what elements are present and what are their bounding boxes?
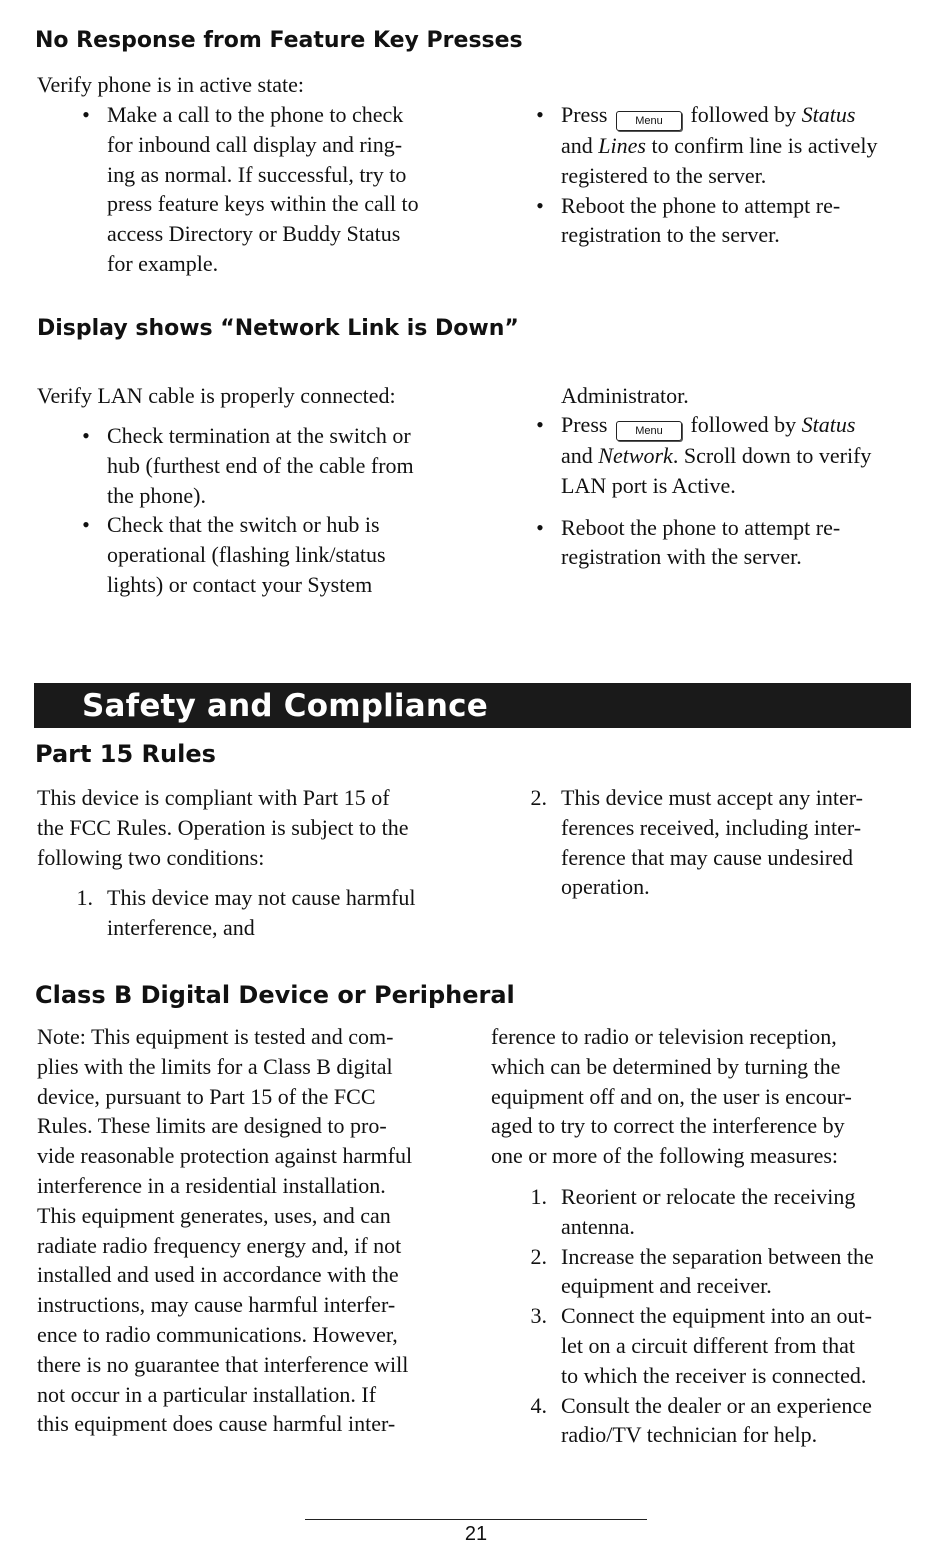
feature-keys-intro: Verify phone is in active state: (37, 72, 304, 97)
list-item: • Press Menu followed by Status and Network. Scroll down to verify LAN port is Active. (536, 412, 872, 498)
footer-rule (305, 1519, 647, 1520)
heading-network-link: Display shows “Network Link is Down” (37, 316, 519, 341)
menu-key-icon: Menu (616, 111, 682, 131)
list-item: • Reboot the phone to attempt re- registration with the server. (536, 514, 841, 570)
network-link-left-list (37, 421, 477, 600)
part15-right-list (491, 783, 931, 902)
list-item: 2. Increase the separation between the equipment and receiver. (530, 1243, 874, 1299)
network-link-right-continuation: Administrator. (561, 383, 689, 408)
class-b-left-paragraph: Note: This equipment is tested and com- plies with the limits for a Class B digital device, pursuant to Part 15 of the FCC Rules. These limits are designed to pro- vide reasonable protection against harmful interference in a residential installation. This equipment generates, uses, and can radiate radio frequency energy and, if not installed and used in accordance with the instructions, may cause harmful interfer- ence to radio communications. However, there is no guarantee that interference will not occur in a particular installation. If this equipment does cause harmful inter- (37, 1024, 413, 1437)
list-item: 2. This device must accept any inter- ferences received, including inter- ference that may cause undesired operation. (530, 785, 863, 900)
part15-left-list (37, 883, 477, 943)
feature-keys-right-list (491, 100, 931, 250)
heading-class-b: Class B Digital Device or Peripheral (35, 981, 515, 1009)
class-b-right-paragraph: ference to radio or television reception, which can be determined by turning the equipment off and on, the user is encour- aged to try to correct the interference by one or more of the following measures: (491, 1024, 852, 1169)
list-item: 3. Connect the equipment into an out- let on a circuit different from that to which the receiver is connected. (530, 1303, 872, 1388)
list-item: 1. Reorient or relocate the receiving antenna. (530, 1184, 856, 1239)
menu-key-icon: Menu (616, 421, 682, 441)
feature-keys-left-list (37, 100, 477, 279)
list-item: • Make a call to the phone to check for inbound call display and ring- ing as normal. If successful, try to press feature keys within the call to access Directory or Buddy Status for example. (82, 102, 419, 276)
heading-feature-keys: No Response from Feature Key Presses (35, 28, 523, 53)
page-number: 21 (464, 1523, 488, 1545)
section-banner (34, 683, 911, 728)
part15-intro: This device is compliant with Part 15 of the FCC Rules. Operation is subject to the following two conditions: (37, 785, 409, 870)
list-item: • Check termination at the switch or hub (furthest end of the cable from the phone). (82, 423, 414, 508)
network-link-right-list (491, 410, 931, 572)
list-item: • Check that the switch or hub is operational (flashing link/status lights) or contact your System (82, 512, 386, 597)
banner-title: Safety and Compliance (82, 688, 488, 724)
list-item: • Press Menu followed by Status and Lines to confirm line is actively registered to the server. (536, 102, 878, 188)
class-b-measures-list (491, 1182, 931, 1450)
list-item: 1. This device may not cause harmful interference, and (76, 885, 416, 940)
network-link-intro: Verify LAN cable is properly connected: (37, 383, 396, 408)
heading-part15: Part 15 Rules (35, 740, 216, 768)
list-item: 4. Consult the dealer or an experience radio/TV technician for help. (530, 1392, 872, 1448)
list-item: • Reboot the phone to attempt re- registration to the server. (536, 192, 841, 248)
